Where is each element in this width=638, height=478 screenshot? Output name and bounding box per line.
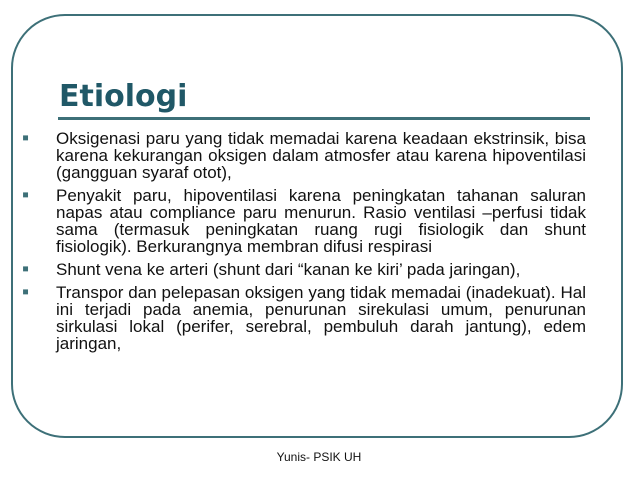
square-bullet-icon: ▪ bbox=[22, 258, 30, 280]
bullet-text: Shunt vena ke arteri (shunt dari “kanan ke kiri’ pada jaringan), bbox=[56, 260, 521, 279]
title-underline bbox=[58, 117, 590, 120]
bullet-item bbox=[22, 127, 586, 182]
slide-title: Etiologi bbox=[59, 79, 188, 114]
bullet-item bbox=[22, 258, 586, 280]
bullet-text: Oksigenasi paru yang tidak memadai karena keadaan ekstrinsik, bisa karena kekurangan oksigen dalam atmosfer atau karena hipoventilasi (gangguan syaraf otot), bbox=[56, 129, 586, 182]
slide-footer: Yunis- PSIK UH bbox=[276, 450, 362, 464]
bullet-text: Transpor dan pelepasan oksigen yang tidak memadai (inadekuat). Hal ini terjadi pada anemia, penurunan sirekulasi umum, penurunan sirkulasi lokal (perifer, serebral, pembuluh darah jantung), edem jaringan, bbox=[56, 283, 586, 353]
bullet-list bbox=[22, 127, 586, 353]
square-bullet-icon: ▪ bbox=[22, 281, 30, 303]
bullet-item bbox=[22, 184, 586, 256]
square-bullet-icon: ▪ bbox=[22, 127, 30, 149]
bullet-item bbox=[22, 281, 586, 353]
square-bullet-icon: ▪ bbox=[22, 184, 30, 206]
bullet-text: Penyakit paru, hipoventilasi karena peningkatan tahanan saluran napas atau compliance paru menurun. Rasio ventilasi –perfusi tidak sama (termasuk peningkatan ruang rugi fisiologik dan shunt fisiologik). Berkurangnya membran difusi respirasi bbox=[56, 186, 586, 256]
